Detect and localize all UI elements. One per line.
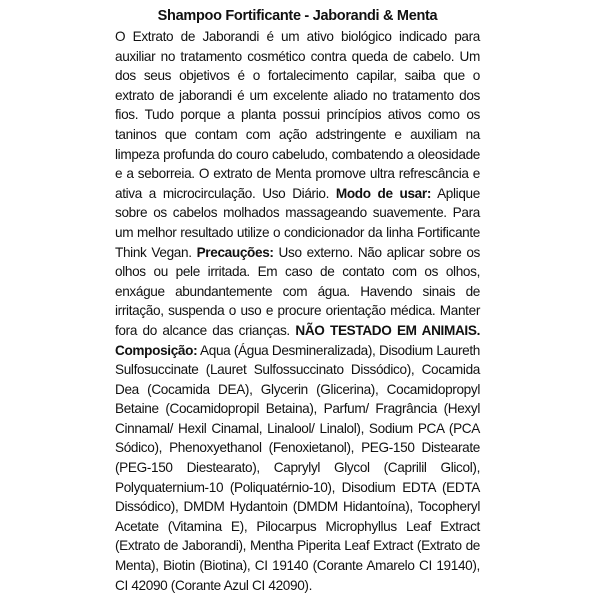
description-text: O Extrato de Jaborandi é um ativo biológico indicado para auxiliar no tratamento cosmético contra queda de cabelo. Um dos seus objetivos é o fortalecimento capilar, saiba que o extrato de jaborandi é um excelente aliado no tratamento dos fios. Tudo porque a planta possui princípios ativos como os taninos que contam com ação adstringente e auxiliam na limpeza profunda do couro cabeludo, combatendo a oleosidade e a seborreia. O extrato de Menta promove ultra refrescância e ativa a microcirculação. Uso Diário. bbox=[115, 29, 480, 201]
usage-text: Aplique sobre os cabelos molhados massageando suavemente. Para um melhor resultado utilize o condicionador da linha Fortificante Think Vegan. bbox=[115, 185, 480, 260]
composition-heading: Composição: bbox=[115, 342, 198, 358]
product-label bbox=[115, 6, 480, 595]
product-title: Shampoo Fortificante - Jaborandi & Menta bbox=[157, 8, 438, 24]
label-body bbox=[115, 27, 480, 595]
animal-testing-notice: NÃO TESTADO EM ANIMAIS. bbox=[295, 322, 480, 338]
usage-heading: Modo de usar: bbox=[335, 185, 431, 201]
precautions-heading: Precauções: bbox=[196, 244, 274, 260]
composition-text: Aqua (Água Desmineralizada), Disodium Laureth Sulfosuccinate (Lauret Sulfossuccinato Dissódico), Cocamida Dea (Cocamida DEA), Glycerin (Glicerina), Cocamidopropyl Betaine (Cocamidopropil Betaina), Parfum/ Fragrância (Hexyl Cinnamal/ Hexil Cinamal, Linalool/ Linalol), Sodium PCA (PCA Sódico), Phenoxyethanol (Fenoxietanol), PEG-150 Distearate (PEG-150 Diestearato), Caprylyl Glycol (Caprilil Glicol), Polyquaternium-10 (Poliquatérnio-10), Disodium EDTA (EDTA Dissódico), DMDM Hydantoin (DMDM Hidantoína), Tocopheryl Acetate (Vitamina E), Pilocarpus Microphyllus Leaf Extract (Extrato de Jaborandi), Mentha Piperita Leaf Extract (Extrato de Menta), Biotin (Biotina), CI 19140 (Corante Amarelo CI 19140), CI 42090 (Corante Azul CI 42090). bbox=[115, 342, 480, 593]
precautions-text: Uso externo. Não aplicar sobre os olhos ou pele irritada. Em caso de contato com os olhos, enxágue abundantemente com água. Havendo sinais de irritação, suspenda o uso e procure orientação médica. Manter fora do alcance das crianças. bbox=[115, 244, 480, 338]
